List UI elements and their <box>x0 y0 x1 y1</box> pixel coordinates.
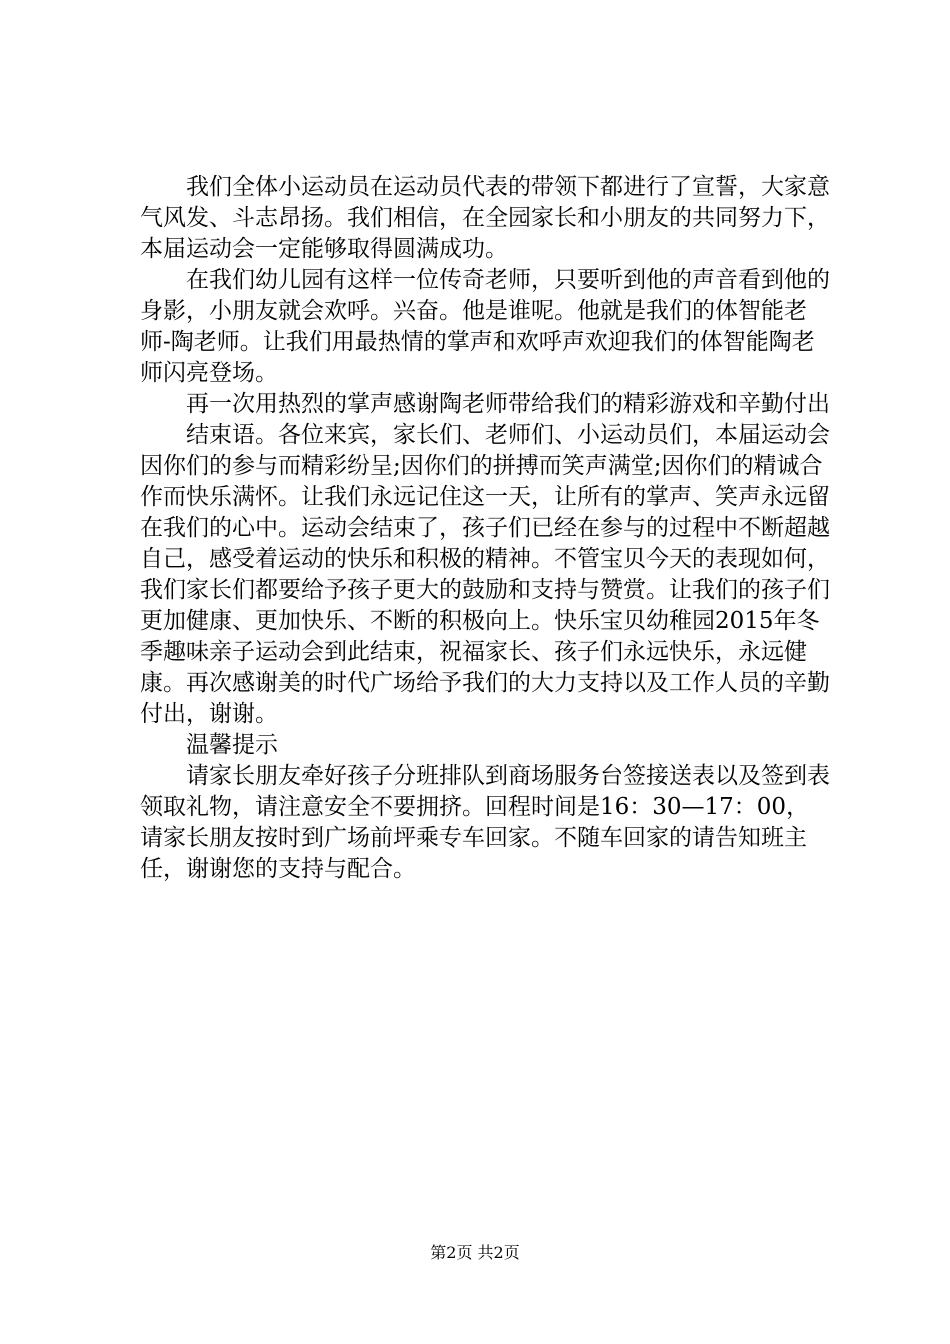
paragraph-teacher-intro: 在我们幼儿园有这样一位传奇老师，只要听到他的声音看到他的身影，小朋友就会欢呼。兴奋。他是谁呢。他就是我们的体智能老师-陶老师。让我们用最热情的掌声和欢呼声欢迎我们的体智能陶老师闪亮登场。 <box>140 267 830 386</box>
paragraph-thanks: 再一次用热烈的掌声感谢陶老师带给我们的精彩游戏和辛勤付出 <box>186 391 830 417</box>
paragraph-closing-remarks: 结束语。各位来宾，家长们、老师们、小运动员们，本届运动会因你们的参与而精彩纷呈;因你们的拼搏而笑声满堂;因你们的精诚合作而快乐满怀。让我们永远记住这一天，让所有的掌声、笑声永远留在我们的心中。运动会结束了，孩子们已经在参与的过程中不断超越自己，感受着运动的快乐和积极的精神。不管宝贝今天的表现如何，我们家长们都要给予孩子更大的鼓励和支持与赞赏。让我们的孩子们更加健康、更加快乐、不断的积极向上。快乐宝贝幼稚园2015年冬季趣味亲子运动会到此结束，祝福家长、孩子们永远快乐，永远健康。再次感谢美的时代广场给予我们的大力支持以及工作人员的辛勤付出，谢谢。 <box>140 422 830 727</box>
document-body <box>140 172 830 885</box>
paragraph-reminder-heading: 温馨提示 <box>186 732 278 758</box>
paragraph-reminder-body: 请家长朋友牵好孩子分班排队到商场服务台签接送表以及签到表领取礼物，请注意安全不要拥挤。回程时间是16：30—17：00，请家长朋友按时到广场前坪乘专车回家。不随车回家的请告知班主任，谢谢您的支持与配合。 <box>140 763 830 882</box>
paragraph-oath: 我们全体小运动员在运动员代表的带领下都进行了宣誓，大家意气风发、斗志昂扬。我们相信，在全园家长和小朋友的共同努力下，本届运动会一定能够取得圆满成功。 <box>140 174 830 262</box>
page-footer: 第2页 共2页 <box>430 1243 520 1262</box>
